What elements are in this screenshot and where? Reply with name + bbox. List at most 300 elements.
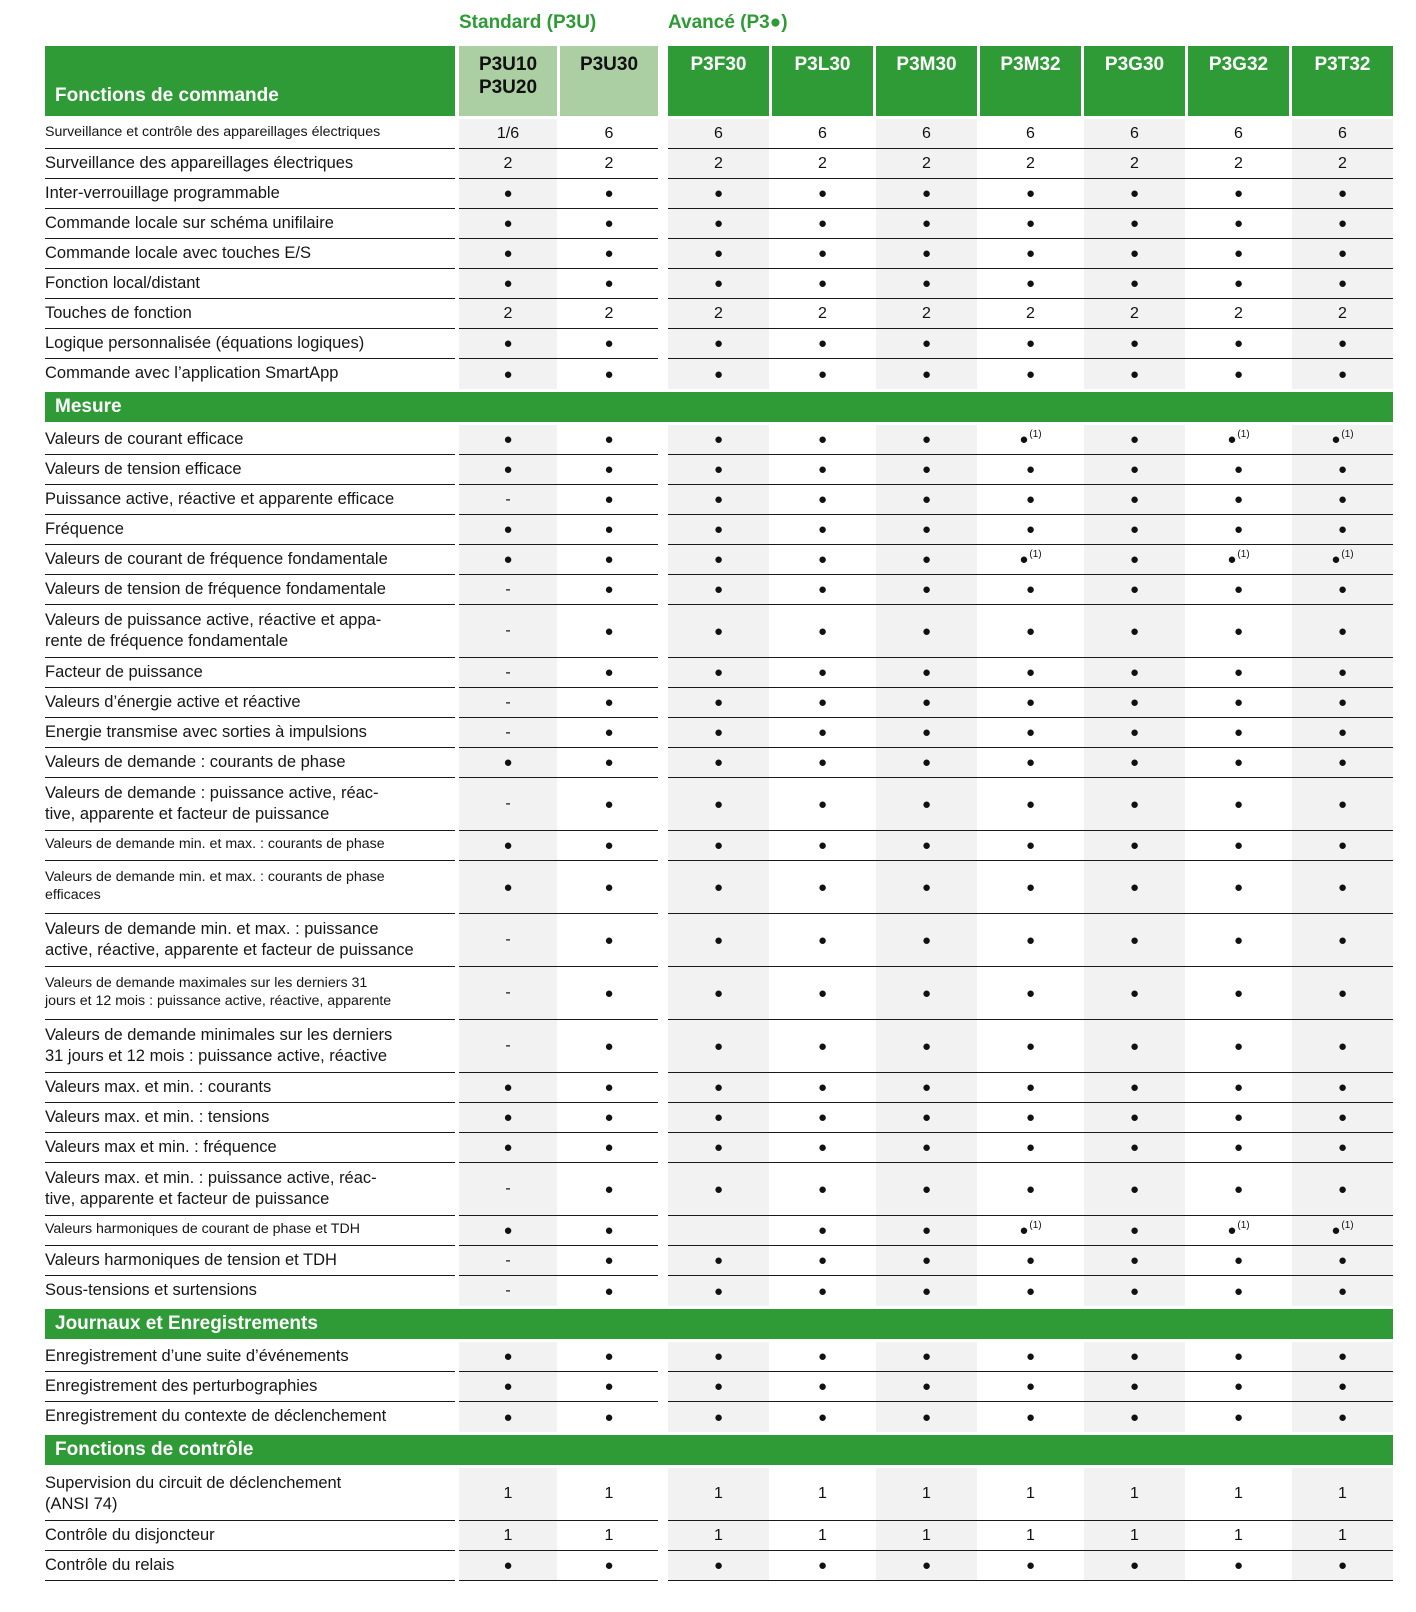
value-text: 1	[1338, 1485, 1347, 1502]
feature-dot-icon: ●	[817, 335, 828, 352]
group-gap	[658, 149, 668, 179]
value-cell-p3l30	[772, 1276, 873, 1306]
table-row	[45, 688, 1416, 718]
standard-values-group	[459, 688, 658, 718]
feature-dot-icon: ●	[604, 837, 614, 854]
feature-dot-icon: ●	[1233, 724, 1244, 741]
feature-row-label-line: Valeurs de demande min. et max. : puissance	[45, 919, 379, 938]
table-row	[45, 914, 1416, 967]
value-cell-p3g30	[1084, 359, 1185, 389]
table-row	[45, 831, 1416, 861]
value-text: 1	[1130, 1485, 1139, 1502]
feature-row-label-line: Valeurs harmoniques de courant de phase et TDH	[45, 1221, 360, 1238]
feature-dot-icon: ●	[1129, 1222, 1140, 1239]
feature-dot-icon: ●	[604, 1557, 614, 1574]
feature-dot-icon: ●	[921, 431, 932, 448]
column-header-line: P3G30	[1104, 54, 1165, 75]
value-cell-p3l30	[772, 861, 873, 913]
feature-dot-icon: ●	[713, 1378, 724, 1395]
feature-dot-icon: ●	[1233, 1037, 1244, 1055]
group-gap	[658, 575, 668, 605]
feature-dot-icon: ●	[604, 185, 614, 202]
feature-dot-icon: ●	[1337, 837, 1348, 854]
feature-dot-icon: ●	[1233, 581, 1244, 598]
feature-row-label-line: Valeurs de puissance active, réactive et appa-	[45, 610, 382, 629]
value-cell-p3t32	[1292, 1342, 1393, 1371]
feature-row-label	[45, 658, 455, 688]
value-text: 1	[1234, 1526, 1243, 1544]
feature-row-label-line: Commande avec l’application SmartApp	[45, 364, 339, 383]
feature-dot-icon: ●	[1337, 795, 1348, 813]
group-gap	[658, 1133, 668, 1163]
value-cell-p3m30	[876, 425, 977, 454]
value-text: 2	[1026, 154, 1035, 172]
feature-dot-icon: ●	[1337, 622, 1348, 640]
value-cell-p3l30	[772, 831, 873, 860]
value-cell-p3u10-p3u20	[459, 485, 557, 514]
value-cell-p3g32	[1188, 1372, 1289, 1401]
feature-dot-icon: ●	[503, 335, 513, 352]
value-cell-p3m32	[980, 718, 1081, 747]
feature-dot-icon: ●	[817, 694, 828, 711]
value-cell-p3m30	[876, 485, 977, 514]
feature-dot-icon: ●	[1129, 1037, 1140, 1055]
value-cell-p3f30	[668, 718, 769, 747]
feature-dot-icon: ●	[1233, 795, 1244, 813]
value-cell-p3g32	[1188, 1103, 1289, 1132]
feature-dot-icon: ●	[921, 1222, 932, 1239]
feature-dot-icon: ●	[817, 1282, 828, 1300]
group-gap	[658, 545, 668, 575]
footnote-1-marker: (1)	[1029, 429, 1042, 440]
feature-dot-icon: ●	[604, 1408, 614, 1426]
value-cell-p3g32	[1188, 1163, 1289, 1215]
feature-dot-icon: ●	[1233, 1139, 1244, 1156]
value-cell-p3u10-p3u20	[459, 1216, 557, 1245]
section-header-fonctions-de-controle	[45, 1435, 1393, 1465]
feature-dot-icon: ●	[817, 491, 828, 508]
feature-row-label	[45, 861, 455, 914]
feature-row-label-line: jours et 12 mois : puissance active, réactive, apparente	[45, 992, 392, 1009]
feature-dot-icon: ●	[1233, 1252, 1244, 1269]
value-cell-p3g32	[1188, 605, 1289, 657]
value-text: 2	[1130, 154, 1139, 172]
value-cell-p3f30	[668, 359, 769, 389]
value-cell-p3f30	[668, 778, 769, 830]
value-cell-p3f30	[668, 299, 769, 328]
value-cell-p3u30	[560, 575, 658, 604]
standard-values-group	[459, 831, 658, 861]
feature-dot-icon: ●	[1337, 1282, 1348, 1300]
feature-dot-icon: ●	[1019, 551, 1029, 568]
table-row	[45, 605, 1416, 658]
value-cell-p3g30	[1084, 1020, 1185, 1072]
value-cell-p3f30	[668, 688, 769, 717]
value-cell-p3l30	[772, 455, 873, 484]
feature-row-label	[45, 359, 455, 389]
feature-dot-icon: ●	[1337, 1408, 1348, 1426]
feature-dot-icon: ●	[817, 185, 828, 202]
value-cell-p3g30	[1084, 149, 1185, 178]
value-cell-p3g30	[1084, 605, 1185, 657]
feature-dot-icon: ●	[1025, 795, 1036, 813]
table-row	[45, 359, 1416, 389]
value-text: 2	[503, 154, 513, 172]
feature-dot-icon: ●	[921, 694, 932, 711]
value-cell-p3m32	[980, 605, 1081, 657]
value-cell-p3f30	[668, 239, 769, 268]
value-cell-p3m32	[980, 1551, 1081, 1580]
feature-row-label	[45, 778, 455, 831]
value-cell-p3m30	[876, 149, 977, 178]
feature-dot-icon: ●	[1025, 754, 1036, 771]
feature-dot-icon: ●	[817, 521, 828, 538]
standard-values-group	[459, 485, 658, 515]
value-cell-p3g30	[1084, 831, 1185, 860]
feature-dot-icon: ●	[604, 245, 614, 262]
feature-dot-icon: ●	[1129, 1109, 1140, 1126]
table-row	[45, 967, 1416, 1020]
feature-dot-icon: ●	[1129, 491, 1140, 508]
value-cell-p3l30	[772, 359, 873, 389]
value-cell-p3t32	[1292, 239, 1393, 268]
value-cell-p3u10-p3u20	[459, 1372, 557, 1401]
value-cell-p3g32	[1188, 269, 1289, 298]
value-cell-p3l30	[772, 605, 873, 657]
feature-dot-icon: ●	[604, 694, 614, 711]
feature-dot-icon: ●	[1337, 1109, 1348, 1126]
feature-dot-icon: ●	[713, 1348, 724, 1365]
footnote-1-marker: (1)	[1341, 429, 1354, 440]
value-cell-p3m32	[980, 1372, 1081, 1401]
feature-dot-icon: ●	[1233, 1282, 1244, 1300]
standard-values-group	[459, 1073, 658, 1103]
avance-values-group	[668, 455, 1393, 485]
feature-dot-icon: ●	[1233, 1180, 1244, 1198]
group-gap	[658, 359, 668, 389]
value-cell-p3l30	[772, 269, 873, 298]
feature-row-label-line: Commande locale sur schéma unifilaire	[45, 213, 334, 232]
avance-values-group	[668, 1103, 1393, 1133]
feature-dot-icon: ●	[503, 1378, 513, 1395]
feature-dot-icon: ●	[604, 664, 614, 681]
table-row	[45, 209, 1416, 239]
feature-dot-icon: ●	[713, 1037, 724, 1055]
feature-dot-icon: ●	[1025, 581, 1036, 598]
value-cell-p3g32	[1188, 778, 1289, 830]
value-cell-p3l30	[772, 1521, 873, 1550]
value-cell-p3m32	[980, 455, 1081, 484]
feature-dot-icon: ●	[713, 984, 724, 1002]
feature-dot-icon: ●	[604, 724, 614, 741]
value-cell-p3l30	[772, 239, 873, 268]
value-text: 6	[1338, 124, 1347, 142]
value-text: 2	[818, 304, 827, 322]
feature-row-label-line: Valeurs de demande : courants de phase	[45, 752, 346, 771]
standard-values-group	[459, 1276, 658, 1306]
value-cell-p3g30	[1084, 1073, 1185, 1102]
footnote-1-marker: (1)	[1237, 549, 1250, 560]
standard-values-group	[459, 209, 658, 239]
column-header-line: P3G32	[1208, 54, 1269, 75]
feature-dot-icon: ●	[713, 521, 724, 538]
column-header-p3u10-p3u20	[459, 46, 557, 116]
value-cell-p3m32	[980, 831, 1081, 860]
value-cell-p3u30	[560, 179, 658, 208]
value-cell-p3f30	[668, 861, 769, 913]
value-cell-p3m32	[980, 1402, 1081, 1432]
feature-dot-icon: ●	[1025, 245, 1036, 262]
value-cell-p3g32	[1188, 748, 1289, 777]
value-cell-p3m32	[980, 748, 1081, 777]
value-cell-p3l30	[772, 1073, 873, 1102]
table-row	[45, 1276, 1416, 1306]
value-text: 1	[714, 1485, 723, 1502]
section-header-fonctions-de-commande: Fonctions de commande	[45, 46, 455, 116]
table-row	[45, 718, 1416, 748]
column-header-p3l30	[772, 46, 873, 116]
value-cell-p3u10-p3u20	[459, 239, 557, 268]
value-cell-p3u10-p3u20	[459, 967, 557, 1019]
feature-dot-icon: ●	[1019, 431, 1029, 448]
value-cell-p3u30	[560, 1073, 658, 1102]
value-cell-p3g30	[1084, 209, 1185, 238]
value-cell-p3u30	[560, 485, 658, 514]
feature-dot-icon: ●	[921, 878, 932, 896]
table-row	[45, 1372, 1416, 1402]
feature-row-label	[45, 1103, 455, 1133]
feature-dot-icon: ●	[1025, 984, 1036, 1002]
feature-dot-icon: ●	[713, 837, 724, 854]
value-cell-p3g32	[1188, 718, 1289, 747]
feature-dot-icon: ●	[1025, 724, 1036, 741]
value-cell-p3m32	[980, 1216, 1081, 1245]
value-cell-p3u10-p3u20	[459, 269, 557, 298]
standard-values-group	[459, 1402, 658, 1432]
feature-dot-icon: ●	[921, 1557, 932, 1574]
value-cell-p3g30	[1084, 455, 1185, 484]
table-row	[45, 179, 1416, 209]
value-cell-p3m32	[980, 1073, 1081, 1102]
value-cell-p3m30	[876, 179, 977, 208]
value-cell-p3u30	[560, 1103, 658, 1132]
value-cell-p3u10-p3u20	[459, 1276, 557, 1306]
value-cell-p3u30	[560, 359, 658, 389]
group-gap	[658, 515, 668, 545]
feature-dot-icon: ●	[713, 335, 724, 352]
value-cell-p3g32	[1188, 455, 1289, 484]
value-cell-p3g32	[1188, 1216, 1289, 1245]
column-header-line: P3F30	[690, 54, 747, 75]
feature-dot-icon: ●	[1337, 275, 1348, 292]
value-cell-p3t32	[1292, 688, 1393, 717]
value-cell-p3u10-p3u20	[459, 329, 557, 358]
feature-dot-icon: ●	[713, 664, 724, 681]
value-cell-p3l30	[772, 967, 873, 1019]
value-cell-p3u30	[560, 1551, 658, 1580]
feature-row-label-line: Puissance active, réactive et apparente efficace	[45, 489, 395, 508]
value-cell-p3m32	[980, 269, 1081, 298]
value-cell-p3t32	[1292, 1468, 1393, 1520]
feature-dot-icon: ●	[1337, 521, 1348, 538]
group-gap	[658, 688, 668, 718]
feature-dot-icon: ●	[1025, 335, 1036, 352]
value-cell-p3g30	[1084, 778, 1185, 830]
feature-dot-icon: ●	[713, 245, 724, 262]
value-cell-p3l30	[772, 1468, 873, 1520]
feature-dot-icon: ●	[921, 491, 932, 508]
value-cell-p3m32	[980, 914, 1081, 966]
feature-dot-icon: ●	[817, 1180, 828, 1198]
feature-dot-icon: ●	[503, 521, 513, 538]
table-row	[45, 778, 1416, 831]
value-cell-p3m32	[980, 299, 1081, 328]
value-cell-p3m30	[876, 658, 977, 687]
value-cell-p3t32	[1292, 1402, 1393, 1432]
value-cell-p3f30	[668, 658, 769, 687]
value-cell-p3m30	[876, 1246, 977, 1275]
feature-dot-icon: ●	[713, 275, 724, 292]
value-text: 2	[604, 154, 614, 172]
value-cell-p3g30	[1084, 239, 1185, 268]
standard-values-group	[459, 1468, 658, 1521]
avance-values-group	[668, 658, 1393, 688]
group-gap	[658, 778, 668, 831]
not-available-dash: -	[505, 931, 511, 948]
value-cell-p3g30	[1084, 1521, 1185, 1550]
value-cell-p3u10-p3u20	[459, 359, 557, 389]
group-gap	[658, 179, 668, 209]
avance-values-group	[668, 748, 1393, 778]
value-cell-p3m32	[980, 861, 1081, 913]
feature-row-label	[45, 914, 455, 967]
value-cell-p3t32	[1292, 831, 1393, 860]
section-title: Journaux et Enregistrements	[55, 1313, 318, 1334]
value-cell-p3m30	[876, 688, 977, 717]
value-cell-p3u30	[560, 1246, 658, 1275]
value-cell-p3l30	[772, 209, 873, 238]
value-cell-p3t32	[1292, 861, 1393, 913]
group-gap	[658, 485, 668, 515]
feature-dot-icon: ●	[1025, 1180, 1036, 1198]
feature-row-label	[45, 455, 455, 485]
column-header-line: P3U10	[478, 54, 538, 75]
feature-dot-icon: ●	[921, 754, 932, 771]
value-text: 6	[714, 124, 723, 142]
feature-dot-icon: ●	[713, 215, 724, 232]
feature-dot-icon: ●	[713, 1282, 724, 1300]
feature-row-label-line: Valeurs de demande maximales sur les derniers 31	[45, 974, 368, 991]
feature-dot-icon: ●	[604, 365, 614, 383]
feature-dot-icon: ●	[1233, 1109, 1244, 1126]
value-cell-p3f30	[668, 575, 769, 604]
standard-values-group	[459, 545, 658, 575]
avance-values-group	[668, 209, 1393, 239]
value-cell-p3g30	[1084, 861, 1185, 913]
standard-values-group	[459, 748, 658, 778]
footnote-1-marker: (1)	[1237, 429, 1250, 440]
value-cell-p3u30	[560, 149, 658, 178]
value-cell-p3l30	[772, 718, 873, 747]
feature-dot-icon: ●	[1233, 878, 1244, 896]
feature-dot-icon: ●	[713, 931, 724, 949]
group-gap	[658, 605, 668, 658]
column-header-p3t32	[1292, 46, 1393, 116]
value-cell-p3u30	[560, 861, 658, 913]
value-cell-p3m32	[980, 778, 1081, 830]
value-cell-p3l30	[772, 329, 873, 358]
feature-dot-icon: ●	[1129, 1408, 1140, 1426]
value-cell-p3u10-p3u20	[459, 545, 557, 574]
value-cell-p3t32	[1292, 299, 1393, 328]
group-gap	[658, 1073, 668, 1103]
not-available-dash: -	[505, 1251, 511, 1269]
feature-dot-icon: ●	[817, 1348, 828, 1365]
feature-dot-icon: ●	[604, 581, 614, 598]
value-cell-p3l30	[772, 1402, 873, 1432]
feature-dot-icon: ●	[817, 275, 828, 292]
feature-dot-icon: ●	[1233, 622, 1244, 640]
value-cell-p3f30	[668, 748, 769, 777]
feature-row-label	[45, 149, 455, 179]
feature-dot-icon: ●	[817, 724, 828, 741]
feature-dot-icon: ●	[921, 795, 932, 813]
feature-dot-icon: ●	[713, 1180, 724, 1198]
feature-row-label	[45, 1216, 455, 1246]
value-cell-p3t32	[1292, 778, 1393, 830]
value-text: 2	[922, 304, 931, 322]
value-cell-p3m30	[876, 1216, 977, 1245]
feature-dot-icon: ●	[604, 431, 614, 448]
value-cell-p3l30	[772, 575, 873, 604]
feature-dot-icon: ●	[1233, 275, 1244, 292]
avance-values-group	[668, 179, 1393, 209]
table-body	[45, 119, 1416, 1581]
feature-row-label-line: Enregistrement d’une suite d’événements	[45, 1346, 349, 1365]
value-text: 1	[503, 1526, 513, 1544]
feature-dot-icon: ●	[1331, 551, 1341, 568]
feature-row-label-line: Touches de fonction	[45, 303, 192, 322]
feature-dot-icon: ●	[713, 1139, 724, 1156]
value-cell-p3g32	[1188, 658, 1289, 687]
value-cell-p3t32	[1292, 1020, 1393, 1072]
feature-dot-icon: ●	[604, 491, 614, 508]
value-cell-p3m30	[876, 299, 977, 328]
feature-row-label-line: Valeurs de courant de fréquence fondamentale	[45, 549, 388, 568]
value-cell-p3g32	[1188, 515, 1289, 544]
feature-row-label-line: Valeurs de tension efficace	[45, 459, 242, 478]
feature-dot-icon: ●	[1129, 795, 1140, 813]
value-cell-p3g30	[1084, 1342, 1185, 1371]
feature-dot-icon: ●	[1233, 365, 1244, 383]
feature-dot-icon: ●	[921, 1037, 932, 1055]
feature-dot-icon: ●	[604, 1079, 614, 1096]
value-text: 1	[1234, 1485, 1243, 1502]
value-cell-p3t32	[1292, 1276, 1393, 1306]
feature-dot-icon: ●	[921, 275, 932, 292]
feature-dot-icon: ●	[1337, 1180, 1348, 1198]
column-group-labels	[45, 12, 1416, 42]
value-cell-p3g30	[1084, 299, 1185, 328]
value-cell-p3u10-p3u20	[459, 1246, 557, 1275]
value-cell-p3l30	[772, 1551, 873, 1580]
feature-row-label-line: Sous-tensions et surtensions	[45, 1281, 257, 1300]
value-cell-p3g30	[1084, 1103, 1185, 1132]
table-row	[45, 658, 1416, 688]
value-cell-p3t32	[1292, 605, 1393, 657]
feature-dot-icon: ●	[1233, 754, 1244, 771]
value-cell-p3m30	[876, 778, 977, 830]
